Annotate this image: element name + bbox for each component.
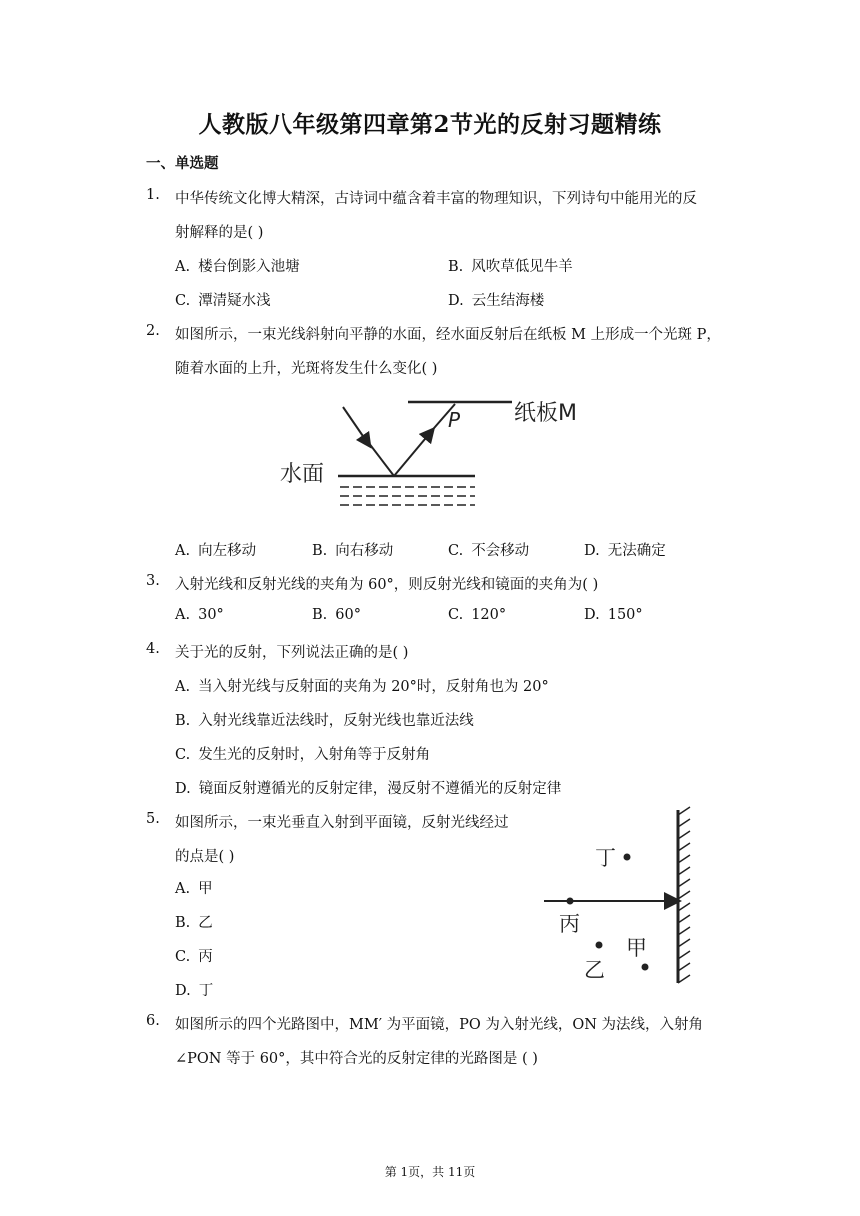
question-3-text-line-1: 入射光线和反射光线的夹角为 60°，则反射光线和镜面的夹角为( ) bbox=[175, 577, 599, 593]
question-2-option-a[interactable] bbox=[175, 539, 256, 560]
option-text: 楼台倒影入池塘 bbox=[198, 259, 300, 275]
page-title: 人教版八年级第四章第2节光的反射习题精练 bbox=[198, 111, 662, 138]
question-2-text-line-2: 随着水面的上升，光斑将发生什么变化( ) bbox=[175, 361, 438, 377]
option-text: 镜面反射遵循光的反射定律，漫反射不遵循光的反射定律 bbox=[198, 781, 562, 797]
question-4-number: 4. bbox=[146, 641, 160, 657]
option-key: C. bbox=[175, 747, 191, 763]
question-2-text-line-1: 如图所示，一束光线斜射向平静的水面，经水面反射后在纸板 M 上形成一个光斑 P， bbox=[175, 327, 721, 343]
question-3-option-a[interactable] bbox=[175, 607, 224, 623]
option-key: A. bbox=[175, 259, 191, 275]
option-text: 无法确定 bbox=[607, 543, 666, 559]
option-text: 向右移动 bbox=[335, 543, 394, 559]
mirror-hatching bbox=[678, 807, 690, 983]
point-jia bbox=[642, 964, 649, 971]
option-key: B. bbox=[175, 915, 191, 931]
section-heading: 一、单选题 bbox=[146, 155, 219, 172]
question-2-option-c[interactable] bbox=[448, 539, 529, 560]
board-label: 纸板M bbox=[514, 401, 577, 426]
question-5-text-line-1: 如图所示，一束光垂直入射到平面镜，反射光线经过 bbox=[175, 815, 509, 831]
question-5-option-d[interactable] bbox=[175, 979, 213, 1000]
incident-ray-tail bbox=[365, 438, 394, 476]
option-key: D. bbox=[175, 983, 191, 999]
option-text: 60° bbox=[335, 607, 361, 623]
option-key: C. bbox=[175, 949, 191, 965]
question-4-option-b[interactable] bbox=[175, 709, 474, 730]
option-key: D. bbox=[584, 543, 600, 559]
option-key: D. bbox=[584, 607, 600, 623]
option-key: B. bbox=[448, 259, 464, 275]
option-key: D. bbox=[175, 781, 191, 797]
plane-mirror-figure bbox=[540, 805, 715, 990]
question-1-option-a[interactable] bbox=[175, 255, 300, 276]
option-text: 向左移动 bbox=[198, 543, 257, 559]
incident-ray bbox=[343, 407, 367, 442]
question-5-number: 5. bbox=[146, 811, 160, 827]
question-3-option-c[interactable] bbox=[448, 607, 506, 623]
question-4-text-line-1: 关于光的反射，下列说法正确的是( ) bbox=[175, 645, 409, 661]
option-key: D. bbox=[448, 293, 464, 309]
question-5-text-line-2: 的点是( ) bbox=[175, 849, 235, 865]
option-key: C. bbox=[175, 293, 191, 309]
point-ding bbox=[624, 854, 631, 861]
option-key: B. bbox=[312, 543, 328, 559]
option-text: 发生光的反射时，入射角等于反射角 bbox=[198, 747, 431, 763]
label-bing: 丙 bbox=[559, 912, 580, 936]
question-1-option-c[interactable] bbox=[175, 289, 271, 310]
option-text: 丙 bbox=[198, 949, 213, 965]
label-jia: 甲 bbox=[626, 936, 647, 960]
question-2-option-d[interactable] bbox=[584, 539, 666, 560]
label-yi: 乙 bbox=[584, 958, 605, 982]
question-1-option-b[interactable] bbox=[448, 255, 573, 276]
option-text: 风吹草低见牛羊 bbox=[471, 259, 573, 275]
question-1-text-line-1: 中华传统文化博大精深，古诗词中蕴含着丰富的物理知识，下列诗句中能用光的反 bbox=[175, 191, 697, 207]
question-5-option-b[interactable] bbox=[175, 911, 213, 932]
option-key: C. bbox=[448, 607, 464, 623]
question-1-number: 1. bbox=[146, 187, 160, 203]
question-2-number: 2. bbox=[146, 323, 160, 339]
option-key: B. bbox=[312, 607, 328, 623]
label-ding: 丁 bbox=[595, 846, 616, 870]
option-text: 甲 bbox=[198, 881, 213, 897]
question-3-option-b[interactable] bbox=[312, 607, 361, 623]
option-text: 150° bbox=[607, 607, 643, 623]
option-text: 120° bbox=[471, 607, 507, 623]
water-label: 水面 bbox=[280, 462, 325, 487]
question-6-number: 6. bbox=[146, 1013, 160, 1029]
option-text: 当入射光线与反射面的夹角为 20°时，反射角也为 20° bbox=[198, 679, 549, 695]
option-text: 乙 bbox=[198, 915, 213, 931]
question-3-option-d[interactable] bbox=[584, 607, 643, 623]
option-text: 入射光线靠近法线时，反射光线也靠近法线 bbox=[198, 713, 474, 729]
question-5-option-a[interactable] bbox=[175, 877, 213, 898]
question-3-number: 3. bbox=[146, 573, 160, 589]
option-key: C. bbox=[448, 543, 464, 559]
question-5-option-c[interactable] bbox=[175, 945, 213, 966]
option-key: A. bbox=[175, 607, 191, 623]
question-4-option-a[interactable] bbox=[175, 675, 549, 696]
point-yi bbox=[596, 942, 603, 949]
reflected-ray bbox=[394, 433, 430, 476]
page-footer: 第 1页，共 11页 bbox=[384, 1165, 476, 1179]
option-text: 潭清疑水浅 bbox=[198, 293, 271, 309]
option-text: 云生结海楼 bbox=[471, 293, 545, 309]
spot-label: P bbox=[448, 408, 461, 432]
option-text: 30° bbox=[198, 607, 224, 623]
water-reflection-figure bbox=[270, 390, 600, 525]
option-text: 丁 bbox=[198, 983, 214, 999]
option-text: 不会移动 bbox=[471, 543, 530, 559]
option-key: A. bbox=[175, 679, 191, 695]
question-2-option-b[interactable] bbox=[312, 539, 393, 560]
question-4-option-d[interactable] bbox=[175, 777, 561, 798]
question-1-text-line-2: 射解释的是( ) bbox=[175, 225, 264, 241]
question-1-option-d[interactable] bbox=[448, 289, 544, 310]
point-bing bbox=[567, 898, 574, 905]
question-4-option-c[interactable] bbox=[175, 743, 430, 764]
option-key: A. bbox=[175, 543, 191, 559]
question-6-text-line-1: 如图所示的四个光路图中，MM′ 为平面镜，PO 为入射光线，ON 为法线，入射角 bbox=[175, 1017, 704, 1033]
option-key: B. bbox=[175, 713, 191, 729]
question-6-text-line-2: ∠PON 等于 60°，其中符合光的反射定律的光路图是 ( ) bbox=[175, 1051, 538, 1067]
option-key: A. bbox=[175, 881, 191, 897]
